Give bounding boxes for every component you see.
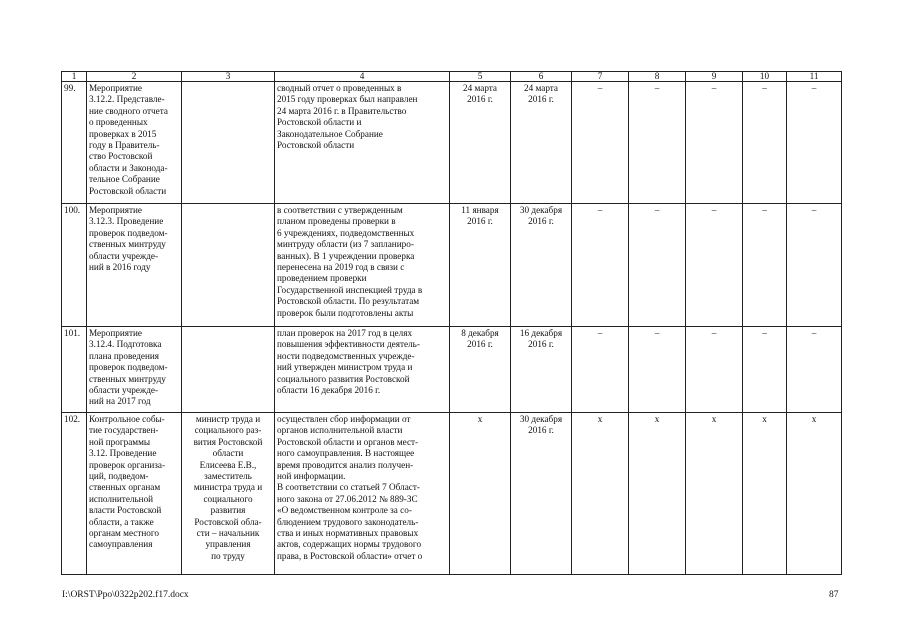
responsible	[182, 327, 275, 413]
column-header: 2	[87, 72, 182, 82]
column-header: 1	[62, 72, 87, 82]
fact-date: 24 марта 2016 г.	[511, 82, 572, 204]
event-name: Контрольное собы- тие государствен- ной программы 3.12. Проведение проверок организа- ций, подведом- ственных органам исполнительной власти Ростовской области, а также органам местного самоуправления	[87, 413, 182, 575]
column-header: 3	[182, 72, 275, 82]
cell-col11: х	[787, 413, 842, 575]
table-row	[62, 327, 842, 413]
responsible	[182, 204, 275, 327]
cell-col10: х	[743, 413, 787, 575]
table-row	[62, 82, 842, 204]
cell-col9: х	[686, 413, 743, 575]
cell-col9: –	[686, 327, 743, 413]
row-number: 102.	[62, 413, 87, 575]
row-number: 99.	[62, 82, 87, 204]
cell-col9: –	[686, 204, 743, 327]
cell-col8: –	[629, 82, 686, 204]
table-row	[62, 413, 842, 575]
cell-col7: –	[572, 82, 629, 204]
cell-col10: –	[743, 327, 787, 413]
column-header: 7	[572, 72, 629, 82]
plan-date: х	[450, 413, 511, 575]
page-number: 87	[829, 590, 839, 600]
column-header: 10	[743, 72, 787, 82]
result: сводный отчет о проведенных в 2015 году проверках был направлен 24 марта 2016 г. в Правительство Ростовской области и Законодательное Собрание Ростовской области	[275, 82, 450, 204]
report-table	[61, 71, 842, 575]
cell-col7: –	[572, 204, 629, 327]
responsible	[182, 82, 275, 204]
column-header: 8	[629, 72, 686, 82]
fact-date: 30 декабря 2016 г.	[511, 413, 572, 575]
cell-col11: –	[787, 82, 842, 204]
event-name: Мероприятие 3.12.2. Представле- ние сводного отчета о проведенных проверках в 2015 году в Правитель- ство Ростовской области и Законода- тельное Собрание Ростовской области	[87, 82, 182, 204]
row-number: 100.	[62, 204, 87, 327]
column-header: 9	[686, 72, 743, 82]
file-path: I:\ORST\Ppo\0322p202.f17.docx	[62, 590, 189, 600]
column-header: 4	[275, 72, 450, 82]
cell-col7: х	[572, 413, 629, 575]
row-number: 101.	[62, 327, 87, 413]
plan-date: 8 декабря 2016 г.	[450, 327, 511, 413]
table-row	[62, 204, 842, 327]
responsible: министр труда и социального раз- вития Ростовской области Елисеева Е.В., заместитель министра труда и социального развития Ростовской обла- сти – начальник управления по труду	[182, 413, 275, 575]
cell-col9: –	[686, 82, 743, 204]
event-name: Мероприятие 3.12.3. Проведение проверок подведом- ственных минтруду области учрежде- ний в 2016 году	[87, 204, 182, 327]
cell-col8: х	[629, 413, 686, 575]
event-name: Мероприятие 3.12.4. Подготовка плана проведения проверок подведом- ственных минтруду области учрежде- ний на 2017 год	[87, 327, 182, 413]
result: в соответствии с утвержденным планом проведены проверки в 6 учреждениях, подведомственных минтруду области (из 7 запланиро- ванных). В 1 учреждении проверка перенесена на 2019 год в связи с проведением проверки Государственной инспекцией труда в Ростовской области. По результатам проверок были подготовлены акты	[275, 204, 450, 327]
fact-date: 16 декабря 2016 г.	[511, 327, 572, 413]
plan-date: 24 марта 2016 г.	[450, 82, 511, 204]
column-header: 11	[787, 72, 842, 82]
cell-col7: –	[572, 327, 629, 413]
cell-col8: –	[629, 327, 686, 413]
result: план проверок на 2017 год в целях повышения эффективности деятель- ности подведомственных учрежде- ний утвержден министром труда и социального развития Ростовской области 16 декабря 2016 г.	[275, 327, 450, 413]
cell-col10: –	[743, 82, 787, 204]
cell-col8: –	[629, 204, 686, 327]
result: осуществлен сбор информации от органов исполнительной власти Ростовской области и органов мест- ного самоуправления. В настоящее время проводится анализ получен- ной информации. В соответствии со статьей 7 Област- ного закона от 27.06.2012 № 889-ЗС «О ведомственном контроле за со- блюдением трудового законодатель- ства и иных нормативных правовых актов, содержащих нормы трудового права, в Ростовской области» отчет о	[275, 413, 450, 575]
plan-date: 11 января 2016 г.	[450, 204, 511, 327]
fact-date: 30 декабря 2016 г.	[511, 204, 572, 327]
cell-col11: –	[787, 204, 842, 327]
column-header: 6	[511, 72, 572, 82]
cell-col10: –	[743, 204, 787, 327]
table-header-row	[62, 72, 842, 82]
column-header: 5	[450, 72, 511, 82]
cell-col11: –	[787, 327, 842, 413]
